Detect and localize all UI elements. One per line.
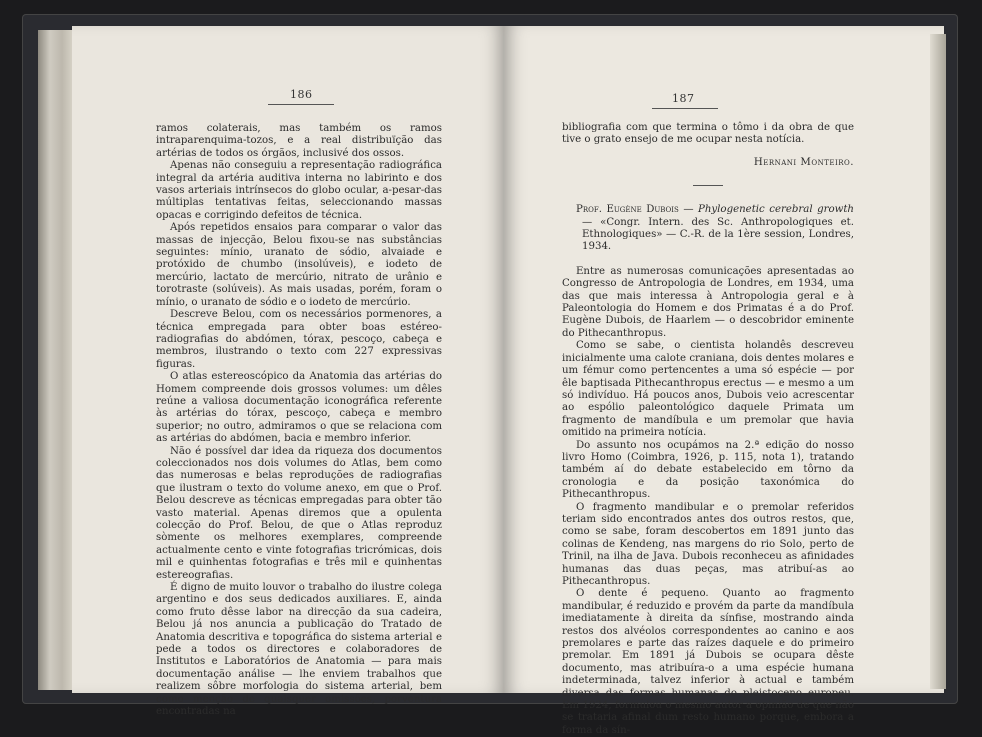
left-text-column — [156, 123, 442, 719]
paragraph: ramos colaterais, mas também os ramos intraparenquima-tozos, e a real distribuïção das artérias de todos os órgãos, inclusivé dos ossos. — [156, 123, 442, 159]
paragraph: Como se sabe, o cientista holandês descreveu inicialmente uma calote craniana, dois dentes molares e um fémur como pertencentes a uma só espécie — por êle baptisada Pithecanthropus erectus — e mesmo a um só indivíduo. Há poucos anos, Dubois veio acrescentar ao espólio paleontológico daquele Primata um fragmento de mandíbula e um premolar que havia omitido na primeira notícia. — [562, 340, 854, 439]
reference-details: — «Congr. Intern. des Sc. Anthropologiques et. Ethnologiques» — C.-R. de la 1ère session, Londres, 1934. — [582, 216, 854, 253]
paragraph: O fragmento mandibular e o premolar referidos teriam sido encontrados antes dos outros restos, que, como se sabe, foram descobertos em 1891 junto das colinas de Kendeng, nas margens do rio Solo, perto de Trinil, na ilha de Java. Dubois reconheceu as afinidades humanas das duas peças, mas atribuí-as ao Pithecanthropus. — [562, 501, 854, 587]
right-page — [504, 26, 944, 736]
paragraph: O dente é pequeno. Quanto ao fragmento mandibular, é reduzido e provém da parte da mandíbula imediatamente à direita da sínfise, mostrando ainda restos dos alvéolos correspondentes ao canino e aos premolares e parte das raízes daquele e do primeiro premolar. Em 1891 já Dubois se ocupara dêste documento, mas atribuíra-o a uma espécie humana indeterminada, talvez inferior à actual e também diversa das formas humanas do pleistoceno europeu. Em 1924, formulou o mesmo autor a opinião de que não se trataria afinal dum resto humano porque, embora a forma da sín- — [562, 588, 854, 736]
paragraph: O atlas estereoscópico da Anatomia das artérias do Homem compreende dois grossos volumes: um dêles reúne a valiosa documentação iconográfica referente às artérias do tórax, pescoço, cabeça e membro superior; no outro, admiramos o que se relaciona com as artérias do abdómen, bacia e membro inferior. — [156, 371, 442, 445]
page-edges-right — [930, 34, 946, 689]
header-rule-right — [652, 108, 718, 109]
paragraph: Apenas não conseguiu a representação radiográfica integral da artéria auditiva interna no labirinto e dos vasos arteriais intrínsecos do globo ocular, a-pesar-das múltiplas tentativas feitas, seleccionando massas opacas e corrigindo defeitos de técnica. — [156, 160, 442, 221]
paragraph: bibliografia com que termina o tômo i da obra de que tive o grato ensejo de me ocupar nesta notícia. — [562, 122, 854, 146]
paragraph: Não é possível dar idea da riqueza dos documentos coleccionados nos dois volumes do Atlas, bem como das numerosas e belas reproduções de radiografias que ilustram o texto do volume anexo, em que o Prof. Belou descreve as técnicas empregadas para obter tão vasto material. Apenas diremos que a opulenta colecção do Prof. Belou, de que o Atlas reproduz sòmente os melhores exemplares, compreende actualmente cento e vinte fotografias tricrómicas, dois mil e quinhentas fotografias e três mil e quinhentas estereografias. — [156, 445, 442, 581]
reference-title: Phylogenetic cerebral growth — [698, 204, 854, 216]
section-divider — [693, 185, 723, 186]
right-text-column — [562, 122, 854, 737]
paragraph: Após repetidos ensaios para comparar o valor das massas de injecção, Belou fixou-se nas substâncias seguintes: mínio, uranato de sódio, alvaiade e protóxido de chumbo (insolúveis), e iodeto de mercúrio, lactato de mercúrio, nitrato de urânio e torotraste (solúveis). As mais usadas, porém, foram o mínio, o uranato de sódio e o iodeto de mercúrio. — [156, 222, 442, 308]
header-rule-left — [268, 104, 334, 105]
paragraph: Descreve Belou, com os necessários pormenores, a técnica empregada para obter boas estéreo-radiografias do abdómen, tórax, pescoço, cabeça e membros, ilustrando o texto com 227 expressivas figuras. — [156, 309, 442, 370]
paragraph: É digno de muito louvor o trabalho do ilustre colega argentino e dos seus dedicados auxiliares. E, ainda como fruto dêsse labor na direcção da sua cadeira, Belou já nos anuncia a publicação do Tratado de Anatomia descritiva e topográfica do sistema arterial e pede a todos os directores e colaboradores de Institutos e Laboratórios de Anatomia — para mais documentação análise — lhe enviem trabalhos que realizem sôbre morfologia do sistema arterial, bem como menção de quaisquer omissões, porventura encontradas na — [156, 582, 442, 718]
paragraph: Do assunto nos ocupámos na 2.ª edição do nosso livro Homo (Coimbra, 1926, p. 115, nota 1), tratando também aí do debate estabelecido em tôrno da cronologia e da posição taxonómica do Pithecanthropus. — [562, 439, 854, 501]
reference-entry: Prof. Eugène Dubois — Phylogenetic cerebral growth — «Congr. Intern. des Sc. Anthropologiques et. Ethnologiques» — C.-R. de la 1ère session, Londres, 1934. — [576, 204, 854, 253]
reference-author: Prof. Eugène Dubois — [576, 204, 679, 216]
page-number-right: 187 — [672, 92, 695, 105]
page-number-left: 186 — [290, 88, 313, 101]
left-page — [72, 26, 504, 718]
paragraph: Entre as numerosas comunicações apresentadas ao Congresso de Antropologia de Londres, em 1934, uma das que mais interessa à Antropologia geral e à Paleontologia do Homem e dos Primatas é a do Prof. Eugène Dubois, de Haarlem — o descobridor eminente do Pithecanthropus. — [562, 265, 854, 339]
signature: Hernani Monteiro. — [753, 156, 854, 168]
